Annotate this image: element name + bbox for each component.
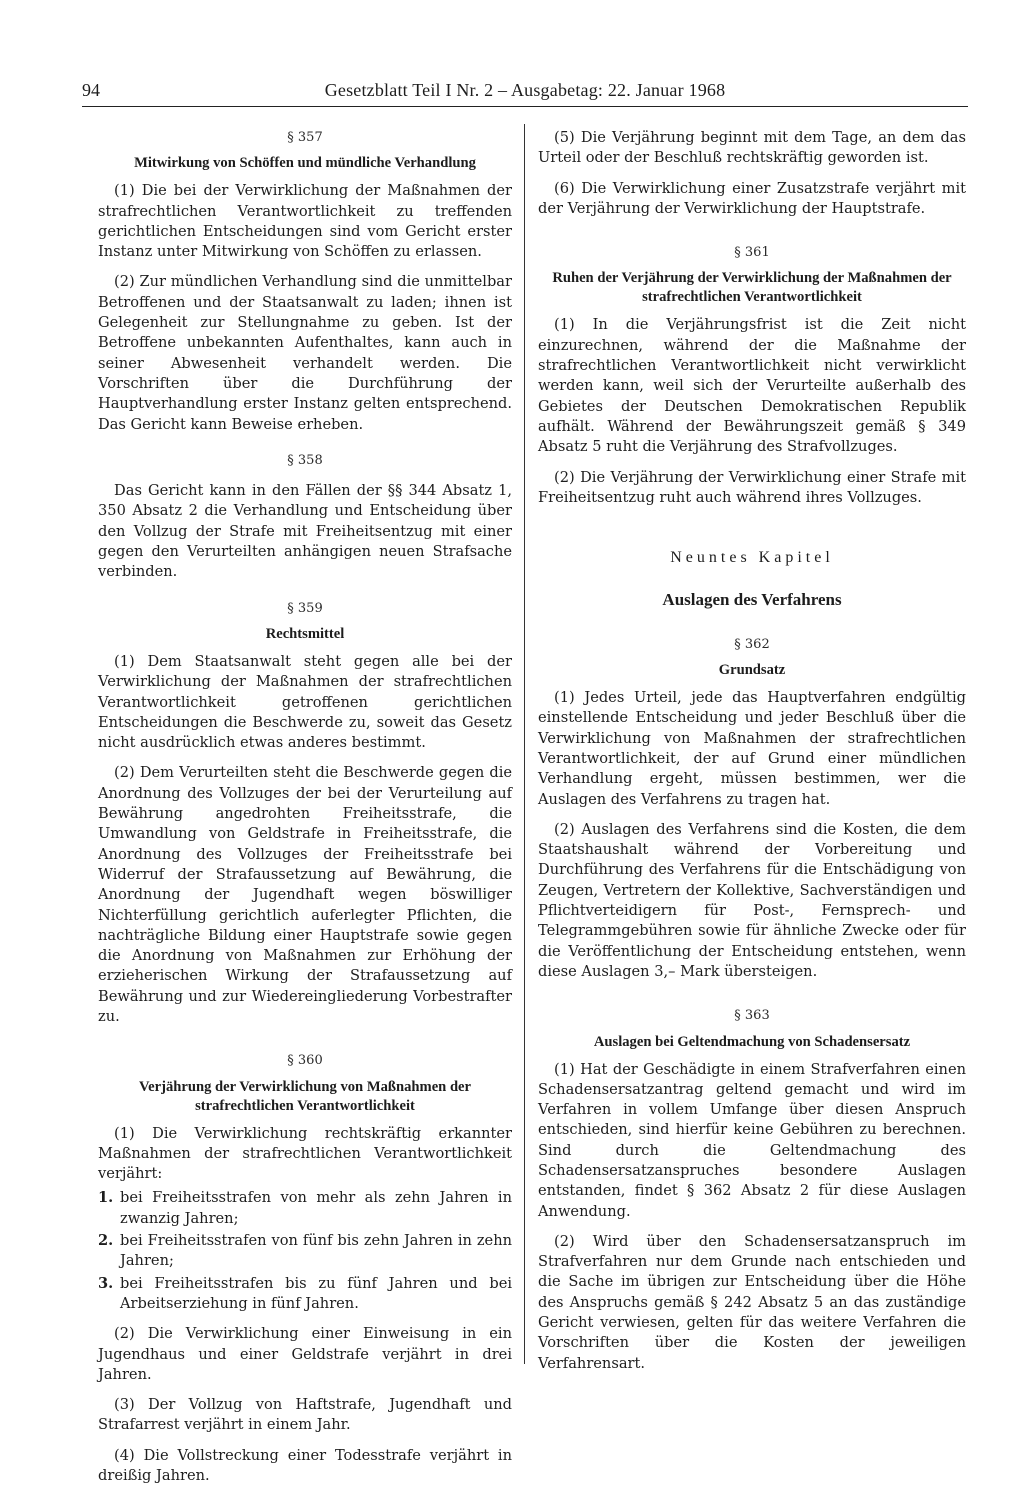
section-title: Grundsatz — [718, 662, 786, 679]
chapter-label: Neuntes Kapitel — [670, 549, 834, 567]
section-361 — [538, 243, 966, 508]
list-text: bei Freiheitsstrafen von fünf bis zehn Jahren in zehn Jahren; — [120, 1232, 512, 1270]
section-title: Rechtsmittel — [265, 625, 345, 642]
right-column — [538, 128, 966, 1384]
paragraph: (2) Dem Verurteilten steht die Beschwerde gegen die Anordnung des Vollzuges der bei der Verurteilung auf Bewährung angedrohten Freiheitsstrafe, die Umwandlung von Geldstrafe in Freiheitsstrafe, die Anordnung des Vollzuges der Freiheitsstrafe bei Widerruf der Strafaussetzung auf Bewährung, die Anordnung der Jugendhaft wegen böswilliger Nichterfüllung gerichtlich auferlegter Pflichten, die nachträgliche Bildung einer Hauptstrafe sowie gegen die Anordnung von Maßnahmen zur Erhöhung der erzieherischen Wirkung der Strafaussetzung auf Bewährung und zur Wiedereingliederung Vorbestrafter zu. — [98, 764, 512, 1025]
paragraph: (1) In die Verjährungsfrist ist die Zeit nicht einzurechnen, während der die Maßnahme der strafrechtlichen Verantwortlichkeit nicht verwirklicht werden kann, weil sich der Verurteilte außerhalb des Gebietes der Deutschen Demokratischen Republik aufhält. Während der Bewährungszeit gemäß § 349 Absatz 5 ruht die Verjährung des Strafvollzuges. — [538, 316, 966, 456]
paragraph: (1) Hat der Geschädigte in einem Strafverfahren einen Schadensersatzantrag geltend gemacht und wird im Verfahren in vollem Umfange über diesen Anspruch entschieden, sind hierfür keine Gebühren zu berechnen. Sind durch die Geltendmachung des Schadensersatzanspruches besondere Auslagen entstanden, findet § 362 Absatz 2 für diese Auslagen Anwendung. — [538, 1060, 966, 1220]
section-number: § 360 — [287, 1053, 323, 1069]
section-title: Auslagen bei Geltendmachung von Schadensersatz — [593, 1033, 911, 1050]
list-item — [98, 1231, 512, 1272]
section-title: Ruhen der Verjährung der Verwirklichung der Maßnahmen der strafrechtlichen Verantwortlichkeit — [552, 270, 952, 306]
header-title: Gesetzblatt Teil I Nr. 2 – Ausgabetag: 22. Januar 1968 — [324, 80, 726, 100]
list-number: 1. — [98, 1189, 114, 1207]
paragraph: Das Gericht kann in den Fällen der §§ 344 Absatz 1, 350 Absatz 2 die Verhandlung und Entscheidung über den Vollzug der Strafe mit Freiheitsentzug mit einer gegen den Verurteilten anhängigen neuen Strafsache verbinden. — [98, 482, 512, 581]
section-362 — [538, 635, 966, 982]
paragraph: (1) Die bei der Verwirklichung der Maßnahmen der strafrechtlichen Verantwortlichkeit zu treffenden gerichtlichen Entscheidungen sind vom Gericht erster Instanz unter Mitwirkung von Schöffen zu erlassen. — [98, 182, 512, 261]
paragraph: (1) Jedes Urteil, jede das Hauptverfahren endgültig einstellende Entscheidung und jeder Beschluß über die Verwirklichung von Maßnahmen der strafrechtlichen Verantwortlichkeit, der auf Grund einer mündlichen Verhandlung ergeht, müssen bestimmen, wer die Auslagen des Verfahrens zu tragen hat. — [538, 689, 966, 808]
paragraph: (6) Die Verwirklichung einer Zusatzstrafe verjährt mit der Verjährung der Verwirklichung der Hauptstrafe. — [538, 179, 966, 217]
paragraph: (1) Die Verwirklichung rechtskräftig erkannter Maßnahmen der strafrechtlichen Verantwortlichkeit verjährt: — [98, 1124, 512, 1183]
section-title: Mitwirkung von Schöffen und mündliche Verhandlung — [134, 155, 476, 172]
paragraph: (4) Die Vollstreckung einer Todesstrafe verjährt in dreißig Jahren. — [98, 1446, 512, 1485]
section-360-continued — [538, 128, 966, 219]
section-title: Verjährung der Verwirklichung von Maßnahmen der strafrechtlichen Verantwortlichkeit — [138, 1078, 472, 1114]
column-divider — [524, 124, 525, 1364]
paragraph: (1) Dem Staatsanwalt steht gegen alle bei der Verwirklichung der Maßnahmen der strafrechtlichen Verantwortlichkeit getroffenen gerichtlichen Entscheidungen die Beschwerde zu, soweit das Gesetz nicht ausdrücklich etwas anderes bestimmt. — [98, 652, 512, 752]
section-number: § 359 — [287, 600, 323, 616]
section-357 — [98, 128, 512, 435]
paragraph: (2) Zur mündlichen Verhandlung sind die unmittelbar Betroffenen und der Staatsanwalt zu laden; ihnen ist Gelegenheit zur Stellungnahme zu geben. Ist der Betroffene unbekannten Aufenthaltes, kann auch in seiner Abwesenheit verhandelt werden. Die Vorschriften über die Durchführung der Hauptverhandlung erster Instanz gelten entsprechend. Das Gericht kann Beweise erheben. — [98, 273, 512, 433]
list-item — [98, 1274, 512, 1315]
section-359 — [98, 599, 512, 1028]
list-item — [98, 1188, 512, 1229]
section-number: § 362 — [734, 636, 770, 652]
left-column — [98, 128, 512, 1496]
paragraph: (3) Der Vollzug von Haftstrafe, Jugendhaft und Strafarrest verjährt in einem Jahr. — [98, 1396, 512, 1434]
list-text: bei Freiheitsstrafen bis zu fünf Jahren und bei Arbeitserziehung in fünf Jahren. — [120, 1274, 512, 1312]
section-360 — [98, 1051, 512, 1486]
page-number: 94 — [82, 80, 100, 100]
section-number: § 358 — [287, 452, 323, 468]
paragraph: (5) Die Verjährung beginnt mit dem Tage, an dem das Urteil oder der Beschluß rechtskräftig geworden ist. — [538, 129, 966, 167]
page-header — [82, 72, 968, 107]
section-358 — [98, 451, 512, 583]
paragraph: (2) Die Verjährung der Verwirklichung einer Strafe mit Freiheitsentzug ruht auch während ihres Vollzuges. — [538, 468, 966, 506]
list-text: bei Freiheitsstrafen von mehr als zehn Jahren in zwanzig Jahren; — [120, 1189, 512, 1227]
list-number: 2. — [98, 1232, 114, 1250]
section-number: § 357 — [287, 130, 323, 145]
limitation-list — [98, 1188, 512, 1314]
paragraph: (2) Die Verwirklichung einer Einweisung in ein Jugendhaus und einer Geldstrafe verjährt in drei Jahren. — [98, 1325, 512, 1383]
chapter-title: Auslagen des Verfahrens — [662, 590, 842, 610]
section-number: § 363 — [734, 1008, 770, 1024]
section-number: § 361 — [734, 245, 770, 261]
list-number: 3. — [98, 1274, 114, 1292]
paragraph: (2) Wird über den Schadensersatzanspruch im Strafverfahren nur dem Grunde nach entschieden und die Sache im übrigen zur Entscheidung über die Höhe des Anspruchs gemäß § 242 Absatz 5 an das zuständige Gericht verwiesen, gelten für das weitere Verfahren die Vorschriften über die Kosten der jeweiligen Verfahrensart. — [538, 1232, 966, 1372]
section-363 — [538, 1006, 966, 1374]
paragraph: (2) Auslagen des Verfahrens sind die Kosten, die dem Staatshaushalt während der Vorbereitung und Durchführung des Verfahrens für die Entschädigung von Zeugen, Vertretern der Kollektive, Sachverständigen und Pflichtverteidigern für Post-, Fernsprech- und Telegrammgebühren sowie für ähnliche Zwecke oder für die Veröffentlichung der Entscheidung entstehen, wenn diese Auslagen 3,– Mark übersteigen. — [538, 820, 966, 980]
